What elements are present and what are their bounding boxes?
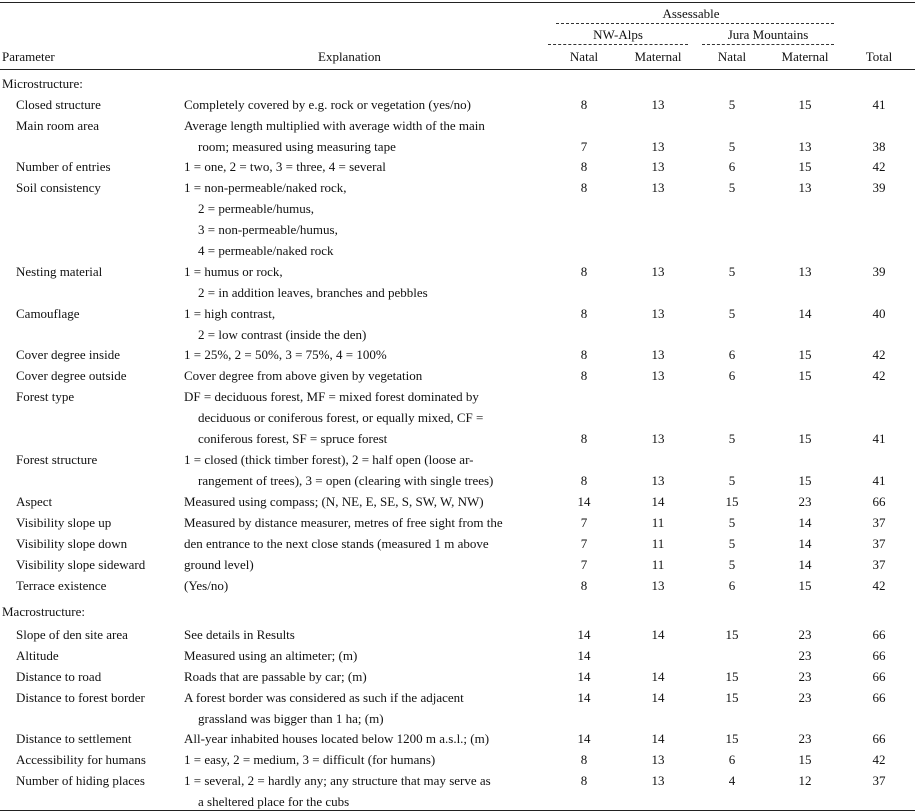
row-explanation-line: (Yes/no) <box>184 578 229 593</box>
row-value: 15 <box>798 368 812 383</box>
row-value: 13 <box>651 347 665 362</box>
row-value: 66 <box>872 690 886 705</box>
row-parameter: Altitude <box>16 648 59 663</box>
row-explanation-line: deciduous or coniferous forest, or equally mixed, CF = <box>198 410 484 425</box>
row-value: 7 <box>580 139 588 154</box>
row-value: 37 <box>872 536 886 551</box>
row-value: 14 <box>651 690 665 705</box>
row-parameter: Closed structure <box>16 97 101 112</box>
header-rule <box>0 69 915 70</box>
row-value: 15 <box>798 159 812 174</box>
row-parameter: Accessibility for humans <box>16 752 146 767</box>
row-value: 12 <box>798 773 812 788</box>
row-value: 42 <box>872 368 886 383</box>
row-explanation-line: Measured using compass; (N, NE, E, SE, S, SW, W, NW) <box>184 494 484 509</box>
row-value: 13 <box>651 473 665 488</box>
row-value: 13 <box>651 264 665 279</box>
row-explanation-line: Cover degree from above given by vegetation <box>184 368 423 383</box>
row-value: 13 <box>651 578 665 593</box>
row-value: 6 <box>728 159 736 174</box>
row-value: 15 <box>798 431 812 446</box>
row-parameter: Distance to settlement <box>16 731 132 746</box>
row-value: 14 <box>798 536 812 551</box>
row-value: 13 <box>651 368 665 383</box>
row-value: 15 <box>798 97 812 112</box>
row-value: 13 <box>651 431 665 446</box>
row-explanation-line: 3 = non-permeable/humus, <box>198 222 338 237</box>
row-value: 37 <box>872 557 886 572</box>
row-parameter: Main room area <box>16 118 100 133</box>
row-value: 41 <box>872 97 886 112</box>
row-value: 6 <box>728 347 736 362</box>
row-value: 15 <box>725 731 739 746</box>
row-value: 39 <box>872 180 886 195</box>
row-explanation-line: DF = deciduous forest, MF = mixed forest dominated by <box>184 389 479 404</box>
row-value: 8 <box>580 578 588 593</box>
row-value: 5 <box>728 473 736 488</box>
row-explanation-line: 1 = humus or rock, <box>184 264 283 279</box>
row-explanation-line: A forest border was considered as such if the adjacent <box>184 690 464 705</box>
header-region-nw-alps: NW-Alps <box>593 27 643 42</box>
row-explanation-line: All-year inhabited houses located below 1200 m a.s.l.; (m) <box>184 731 490 746</box>
row-value: 15 <box>798 752 812 767</box>
row-value: 5 <box>728 515 736 530</box>
row-value: 7 <box>580 515 588 530</box>
header-natal-2: Natal <box>717 49 747 64</box>
row-value: 11 <box>651 557 665 572</box>
row-explanation-line: 2 = permeable/humus, <box>198 201 314 216</box>
row-value: 4 <box>728 773 736 788</box>
row-value: 66 <box>872 731 886 746</box>
row-value: 14 <box>798 306 812 321</box>
row-explanation-line: Completely covered by e.g. rock or vegetation (yes/no) <box>184 97 471 112</box>
bottom-rule <box>0 810 915 811</box>
row-value: 5 <box>728 306 736 321</box>
row-value: 13 <box>798 180 812 195</box>
header-assessable: Assessable <box>662 6 720 21</box>
row-explanation-line: 2 = low contrast (inside the den) <box>198 327 367 342</box>
row-parameter: Forest type <box>16 389 75 404</box>
row-value: 8 <box>580 368 588 383</box>
section-microstructure: Microstructure: <box>2 76 83 91</box>
row-value: 14 <box>798 515 812 530</box>
nw-alps-dashed-rule <box>548 44 688 45</box>
row-explanation-line: See details in Results <box>184 627 295 642</box>
row-parameter: Terrace existence <box>16 578 107 593</box>
row-parameter: Cover degree inside <box>16 347 120 362</box>
row-explanation-line: room; measured using measuring tape <box>198 139 396 154</box>
row-explanation-line: ground level) <box>184 557 254 572</box>
row-value: 15 <box>798 347 812 362</box>
row-explanation-line: Average length multiplied with average width of the main <box>184 118 485 133</box>
row-value: 38 <box>872 139 886 154</box>
row-value: 14 <box>651 731 665 746</box>
row-value: 14 <box>651 669 665 684</box>
row-value: 14 <box>577 648 591 663</box>
row-value: 5 <box>728 97 736 112</box>
row-explanation-line: 1 = high contrast, <box>184 306 276 321</box>
top-rule <box>0 2 915 3</box>
row-value: 15 <box>798 473 812 488</box>
row-value: 14 <box>577 669 591 684</box>
row-value: 8 <box>580 180 588 195</box>
header-natal-1: Natal <box>569 49 599 64</box>
row-value: 8 <box>580 306 588 321</box>
row-value: 5 <box>728 431 736 446</box>
row-value: 37 <box>872 773 886 788</box>
row-explanation-line: rangement of trees), 3 = open (clearing with single trees) <box>198 473 494 488</box>
row-parameter: Distance to forest border <box>16 690 145 705</box>
row-explanation-line: a sheltered place for the cubs <box>198 794 350 809</box>
row-explanation-line: 1 = several, 2 = hardly any; any structure that may serve as <box>184 773 491 788</box>
row-value: 5 <box>728 139 736 154</box>
row-value: 37 <box>872 515 886 530</box>
row-value: 14 <box>577 494 591 509</box>
row-value: 11 <box>651 515 665 530</box>
row-value: 7 <box>580 536 588 551</box>
row-value: 8 <box>580 97 588 112</box>
header-maternal-2: Maternal <box>781 49 829 64</box>
row-value: 13 <box>651 773 665 788</box>
row-value: 14 <box>577 627 591 642</box>
row-value: 7 <box>580 557 588 572</box>
row-value: 13 <box>651 139 665 154</box>
row-value: 5 <box>728 180 736 195</box>
row-value: 8 <box>580 347 588 362</box>
row-value: 6 <box>728 578 736 593</box>
row-explanation-line: Measured by distance measurer, metres of free sight from the <box>184 515 503 530</box>
row-parameter: Aspect <box>16 494 53 509</box>
row-explanation-line: 1 = 25%, 2 = 50%, 3 = 75%, 4 = 100% <box>184 347 387 362</box>
row-parameter: Distance to road <box>16 669 102 684</box>
row-value: 39 <box>872 264 886 279</box>
row-value: 13 <box>651 159 665 174</box>
row-value: 15 <box>725 627 739 642</box>
header-region-jura: Jura Mountains <box>727 27 809 42</box>
row-explanation-line: den entrance to the next close stands (measured 1 m above <box>184 536 489 551</box>
row-value: 13 <box>798 264 812 279</box>
row-value: 41 <box>872 431 886 446</box>
row-value: 42 <box>872 578 886 593</box>
row-value: 23 <box>798 627 812 642</box>
section-macrostructure: Macrostructure: <box>2 604 86 619</box>
row-parameter: Soil consistency <box>16 180 101 195</box>
row-explanation-line: 1 = one, 2 = two, 3 = three, 4 = several <box>184 159 386 174</box>
header-explanation: Explanation <box>318 49 381 64</box>
row-value: 13 <box>651 180 665 195</box>
row-value: 66 <box>872 648 886 663</box>
row-value: 13 <box>651 306 665 321</box>
row-value: 15 <box>725 669 739 684</box>
header-total: Total <box>865 49 893 64</box>
row-parameter: Number of entries <box>16 159 111 174</box>
row-value: 13 <box>798 139 812 154</box>
row-value: 8 <box>580 752 588 767</box>
row-value: 14 <box>577 731 591 746</box>
row-parameter: Cover degree outside <box>16 368 127 383</box>
assessable-dashed-rule <box>556 23 834 24</box>
row-explanation-line: 1 = closed (thick timber forest), 2 = half open (loose ar- <box>184 452 474 467</box>
row-value: 66 <box>872 494 886 509</box>
row-value: 8 <box>580 431 588 446</box>
row-parameter: Visibility slope up <box>16 515 112 530</box>
row-value: 5 <box>728 536 736 551</box>
row-value: 8 <box>580 773 588 788</box>
row-value: 15 <box>798 578 812 593</box>
row-value: 13 <box>651 752 665 767</box>
row-value: 14 <box>577 690 591 705</box>
row-value: 23 <box>798 669 812 684</box>
row-parameter: Nesting material <box>16 264 103 279</box>
row-value: 6 <box>728 368 736 383</box>
row-value: 42 <box>872 347 886 362</box>
row-value: 6 <box>728 752 736 767</box>
row-explanation-line: 1 = non-permeable/naked rock, <box>184 180 347 195</box>
header-maternal-1: Maternal <box>634 49 682 64</box>
row-parameter: Visibility slope down <box>16 536 128 551</box>
row-value: 14 <box>651 494 665 509</box>
row-value: 8 <box>580 264 588 279</box>
row-explanation-line: 1 = easy, 2 = medium, 3 = difficult (for humans) <box>184 752 436 767</box>
row-parameter: Number of hiding places <box>16 773 145 788</box>
row-explanation-line: 4 = permeable/naked rock <box>198 243 334 258</box>
row-explanation-line: 2 = in addition leaves, branches and pebbles <box>198 285 428 300</box>
row-explanation-line: coniferous forest, SF = spruce forest <box>198 431 388 446</box>
row-value: 42 <box>872 752 886 767</box>
row-value: 23 <box>798 690 812 705</box>
row-value: 13 <box>651 97 665 112</box>
row-value: 40 <box>872 306 886 321</box>
row-parameter: Visibility slope sideward <box>16 557 146 572</box>
row-value: 66 <box>872 627 886 642</box>
row-parameter: Slope of den site area <box>16 627 128 642</box>
row-value: 42 <box>872 159 886 174</box>
row-value: 14 <box>798 557 812 572</box>
row-value: 5 <box>728 557 736 572</box>
jura-dashed-rule <box>702 44 834 45</box>
row-value: 23 <box>798 494 812 509</box>
row-explanation-line: grassland was bigger than 1 ha; (m) <box>198 711 384 726</box>
row-explanation-line: Roads that are passable by car; (m) <box>184 669 367 684</box>
row-value: 15 <box>725 690 739 705</box>
row-value: 11 <box>651 536 665 551</box>
row-value: 23 <box>798 648 812 663</box>
row-parameter: Camouflage <box>16 306 80 321</box>
row-value: 5 <box>728 264 736 279</box>
row-value: 14 <box>651 627 665 642</box>
row-value: 15 <box>725 494 739 509</box>
row-parameter: Forest structure <box>16 452 98 467</box>
row-value: 41 <box>872 473 886 488</box>
row-value: 66 <box>872 669 886 684</box>
row-explanation-line: Measured using an altimeter; (m) <box>184 648 358 663</box>
row-value: 8 <box>580 473 588 488</box>
header-parameter: Parameter <box>2 49 55 64</box>
row-value: 8 <box>580 159 588 174</box>
row-value: 23 <box>798 731 812 746</box>
